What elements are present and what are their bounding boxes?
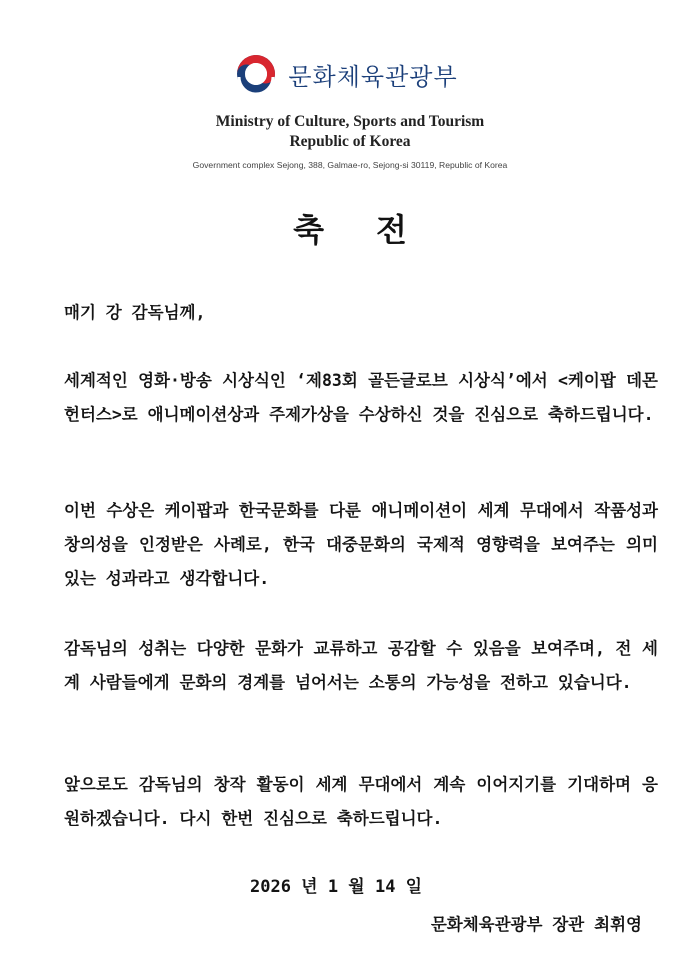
ministry-country: Republic of Korea <box>289 133 411 150</box>
paragraph-text: 세계적인 영화·방송 시상식인 ‘제83회 골든글로브 시상식’에서 <케이팝 데몬 헌터스>로 애니메이션상과 주제가상을 수상하신 것을 진심으로 축하드립니다. <box>64 371 658 424</box>
ministry-name-english-line1: Ministry of Culture, Sports and Tourism <box>215 113 485 130</box>
document-title: 축전 <box>293 211 459 249</box>
paragraph-4 <box>42 768 658 836</box>
paragraph-1 <box>42 364 658 432</box>
ministry-name-korean: 문화체육관광부 <box>288 62 458 91</box>
paragraph-3 <box>42 632 658 700</box>
ministry-logo <box>0 52 700 96</box>
paragraph-2 <box>42 494 658 596</box>
paragraph-text: 앞으로도 감독님의 창작 활동이 세계 무대에서 계속 이어지기를 기대하며 응원하겠습니다. 다시 한번 진심으로 축하드립니다. <box>64 775 658 828</box>
letter-date: 2026 년 1 월 14 일 <box>250 877 423 897</box>
salutation: 매기 강 감독님께, <box>64 303 206 322</box>
paragraph-text: 이번 수상은 케이팝과 한국문화를 다룬 애니메이션이 세계 무대에서 작품성과 창의성을 인정받은 사례로, 한국 대중문화의 국제적 영향력을 보여주는 의미 있는 성과라고 생각합니다. <box>64 501 658 588</box>
paragraph-text: 감독님의 성취는 다양한 문화가 교류하고 공감할 수 있음을 보여주며, 전 세계 사람들에게 문화의 경계를 넘어서는 소통의 가능성을 전하고 있습니다. <box>64 639 658 692</box>
ministry-name-english <box>0 112 700 152</box>
ministry-address: Government complex Sejong, 388, Galmae-ro, Sejong-si 30119, Republic of Korea <box>192 160 508 170</box>
signature: 문화체육관광부 장관 최휘영 <box>430 915 642 934</box>
taegeuk-logo-icon <box>234 52 278 96</box>
